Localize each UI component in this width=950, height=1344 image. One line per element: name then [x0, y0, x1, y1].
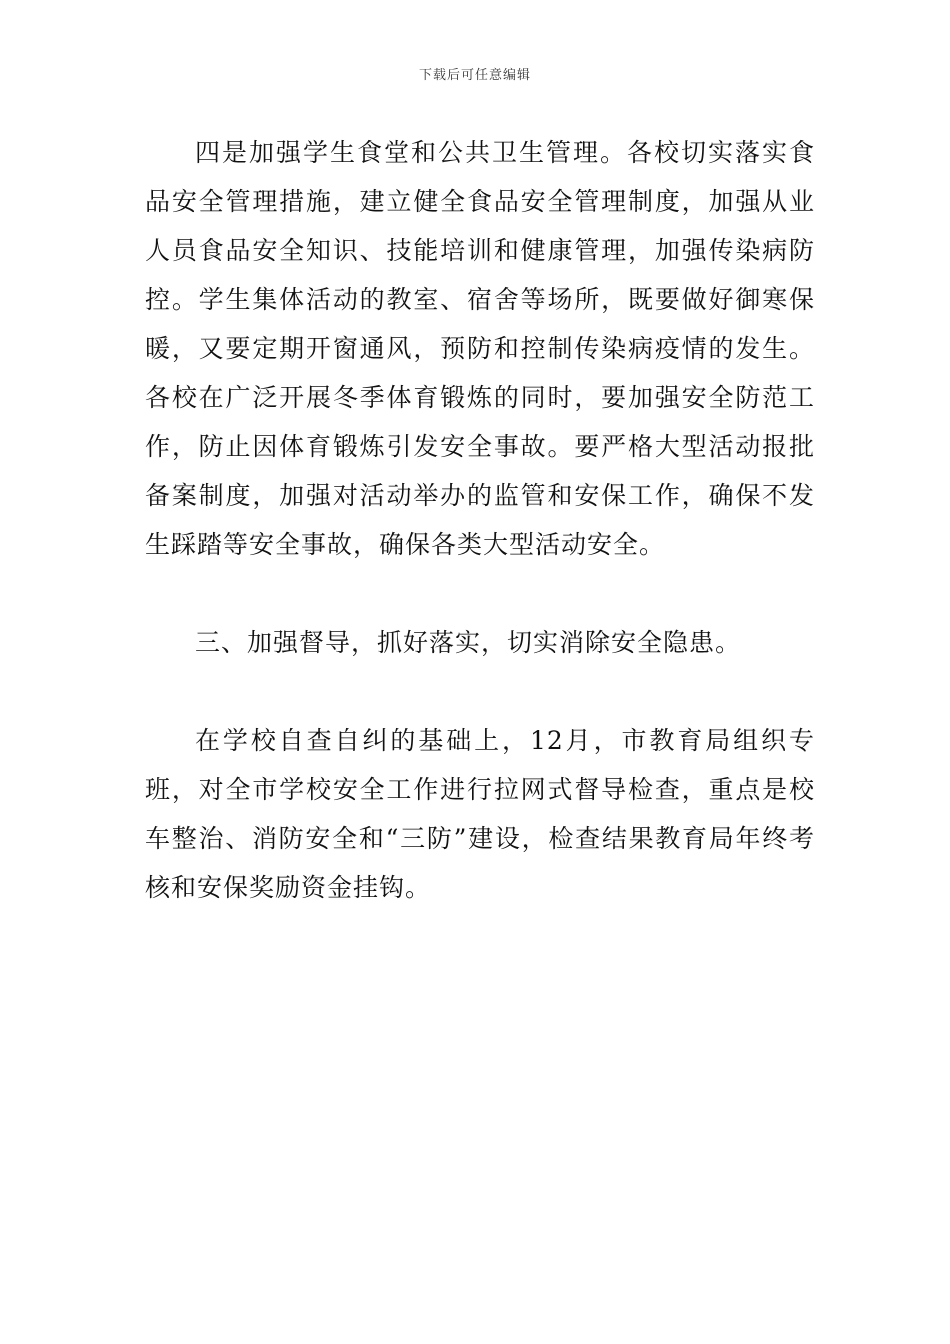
- page-header: 下载后可任意编辑: [418, 68, 531, 83]
- paragraph-spacer: [145, 667, 815, 716]
- paragraph-inspection: 在学校自查自纠的基础上，12月，市教育局组织专班，对全市学校安全工作进行拉网式督导检查，重点是校车整治、消防安全和“三防”建设，检查结果教育局年终考核和安保奖励资金挂钩。: [145, 726, 815, 902]
- document-body: [145, 128, 815, 912]
- paragraph-spacer: [145, 569, 815, 618]
- paragraph-school-canteen: 四是加强学生食堂和公共卫生管理。各校切实落实食品安全管理措施，建立健全食品安全管理制度，加强从业人员食品安全知识、技能培训和健康管理，加强传染病防控。学生集体活动的教室、宿舍等场所，既要做好御寒保暖，又要定期开窗通风，预防和控制传染病疫情的发生。各校在广泛开展冬季体育锻炼的同时，要加强安全防范工作，防止因体育锻炼引发安全事故。要严格大型活动报批备案制度，加强对活动举办的监管和安保工作，确保不发生踩踏等安全事故，确保各类大型活动安全。: [145, 138, 815, 559]
- section-heading-supervision: 三、加强督导，抓好落实，切实消除安全隐患。: [195, 628, 742, 657]
